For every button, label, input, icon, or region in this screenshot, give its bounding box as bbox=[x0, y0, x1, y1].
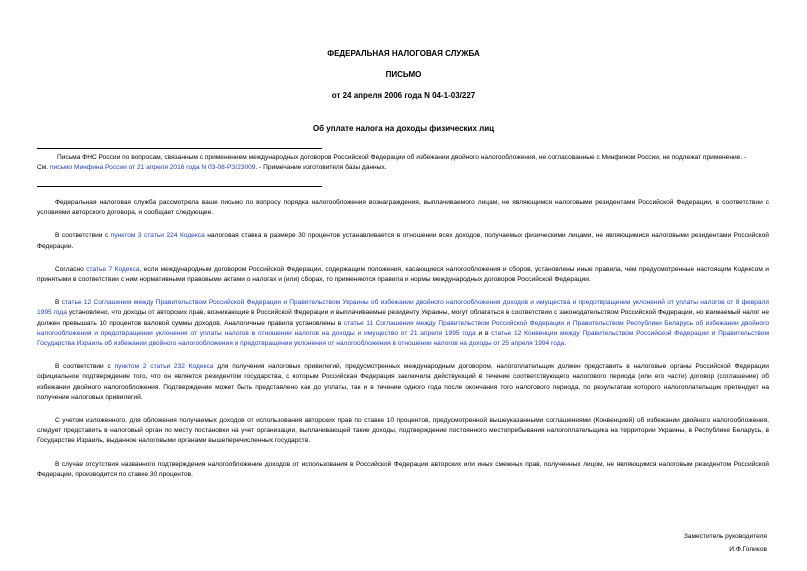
p2-text-a: В соответствии с bbox=[55, 232, 111, 240]
p4-text-c: и в bbox=[475, 329, 492, 337]
paragraph-3 bbox=[37, 265, 769, 285]
agency-heading: ФЕДЕРАЛЬНАЯ НАЛОГОВАЯ СЛУЖБА bbox=[327, 49, 480, 58]
p4-text-d: . bbox=[564, 340, 567, 348]
p2-text-b: налоговая ставка в размере 30 процентов устанавливается в отношении всех доходов, получаемых физическими лицами, не являющимися налоговыми резидентами Российской Федерации. bbox=[37, 232, 769, 250]
signature-title: Заместитель руководителя bbox=[683, 533, 767, 540]
note-see: См. bbox=[37, 163, 50, 171]
p5-text-b: для получения налоговых привилегий, предусмотренных международным договором, налогоплательщик должен представить в налоговые органы Российской Федерации официальное подтверждение того, что он является резидентом государства, с которым Российская Федерация заключила действующий в течение соответствующего налогового периода (или его части) договор (соглашение) об избежании двойного налогообложения. Подтверждение может быть представлено как до уплаты, так и в течение одного года после окончания того налогового периода, по результатам которого налогоплательщик претендует на получение налоговых привилегий. bbox=[37, 363, 769, 401]
signature-name: И.Ф.Голиков bbox=[729, 546, 767, 553]
doc-type-heading: ПИСЬМО bbox=[385, 70, 422, 79]
link-agreement-belarus[interactable]: статье 11 Соглашения между Правительством Российской Федерации и Правительством Республики Беларусь об избежании двойного налогообложения и предотвращении уклонения от уплаты налогов в отношении налогов на доходы и имущество от 21 апреля 1995 года bbox=[37, 319, 769, 337]
date-number-heading: от 24 апреля 2006 года N 04-1-03/227 bbox=[331, 91, 476, 100]
note-text: Письма ФНС России по вопросам, связанным с применением международных договоров Российской Федерации об избежании двойного налогообложения, не согласованные с Минфином России, не подлежат применение. - bbox=[57, 154, 747, 161]
paragraph-1: Федеральная налоговая служба рассмотрела ваше письмо по вопросу порядка налогообложения вознаграждения, выплачиваемого лицам, не являющимся налоговыми резидентами Российской Федерации, в соответствии с условиями авторского договора, и сообщает следующее. bbox=[37, 199, 769, 217]
link-article-232[interactable]: пунктом 2 статьи 232 Кодекса bbox=[114, 363, 214, 371]
link-article-7[interactable]: статье 7 Кодекса bbox=[86, 265, 140, 273]
p3-text-a: Согласно bbox=[55, 265, 87, 273]
letter-body bbox=[37, 198, 769, 493]
note-link[interactable]: письмо Минфина России от 21 апреля 2016 года N 03-08-РЗ/23009 bbox=[49, 163, 256, 171]
paragraph-6: С учетом изложенного, для обложения получаемых доходов от использования авторских прав по ставке 10 процентов, предусмотренной вышеуказанными соглашениями (Конвенцией) об избежании двойного налогообложения, следует представить в налоговый орган по месту постановки на учет организации, выплачивающей такие доходы, подтверждение постоянного местопребывания налогоплательщика на территории Украины, в Республике Беларусь, в Государстве Израиль, выданное налоговыми органами вышеперечисленных государств. bbox=[37, 417, 769, 445]
p4-text-b: установлено, что доходы от авторских прав, возникающие в Российской Федерации и выплачиваемые резиденту Украины, могут облагаться в соответствии с законодательством Российской Федерации, но взимаемый налог не должен превышать 10 процентов валовой суммы доходов. Аналогичные правила установлены в bbox=[37, 309, 769, 327]
note-reference bbox=[37, 163, 767, 173]
paragraph-7: В случае отсутствия названного подтверждения налогообложение доходов от использования в Российской Федерации авторских или иных смежных прав, полученных лицом, не являющимся налоговым резидентом Российской Федерации, производится по ставке 30 процентов. bbox=[37, 460, 769, 478]
link-convention-israel[interactable]: статье 12 Конвенции между Правительством Российской Федерации и Правительством Государства Израиль об избежании двойного налогообложения и предотвращении уклонения от налогообложения в отношении налогов на доходы от 25 апреля 1994 года bbox=[37, 329, 770, 348]
subject-heading: Об уплате налога на доходы физических лиц bbox=[312, 124, 495, 133]
editorial-note bbox=[37, 153, 767, 172]
link-agreement-ukraine[interactable]: статье 12 Соглашения между Правительством Российской Федерации и Правительством Украины об избежании двойного налогообложения доходов и имущества и предотвращении уклонений от уплаты налогов от 8 февраля 1995 года bbox=[37, 299, 770, 317]
p3-text-b: , если международным договором Российской Федерации, содержащим положения, касающиеся налогообложения и сборов, установлены иные правила, чем предусмотренные настоящим Кодексом и принятыми в соответствии с ним нормативными правовыми актами о налогах и (или) сборах, то применяются правила и нормы международных договоров Российской Федерации. bbox=[37, 265, 769, 284]
paragraph-4 bbox=[37, 298, 769, 349]
note-top-rule bbox=[37, 148, 322, 149]
note-bottom-rule bbox=[37, 186, 322, 187]
p4-text-a: В bbox=[55, 299, 62, 307]
link-article-224[interactable]: пунктом 3 статьи 224 Кодекса bbox=[110, 232, 205, 240]
note-tail: . - Примечание изготовителя базы данных. bbox=[255, 163, 387, 171]
paragraph-2 bbox=[37, 231, 769, 251]
p5-text-a: В соответствии с bbox=[55, 363, 115, 371]
paragraph-5 bbox=[37, 362, 769, 403]
